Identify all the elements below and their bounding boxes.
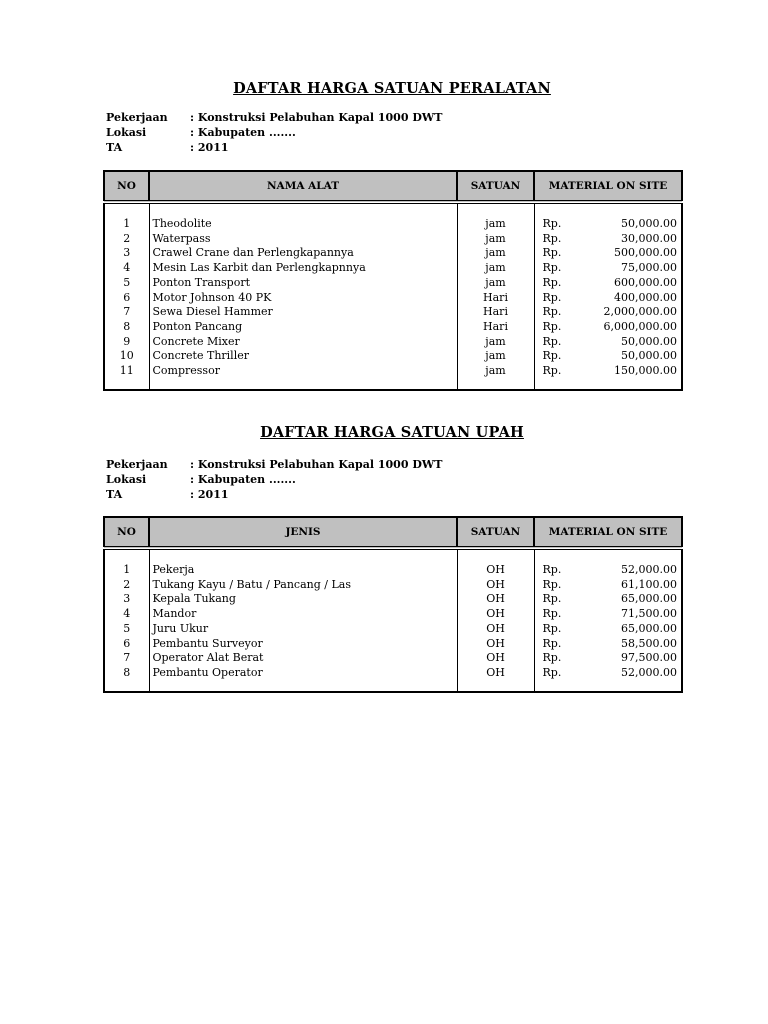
row-name: Pembantu Surveyor	[149, 637, 457, 652]
table-row	[104, 666, 682, 681]
table-spacer-row	[104, 202, 682, 217]
row-no: 8	[104, 320, 149, 335]
table-spacer-row	[104, 548, 682, 563]
row-satuan: OH	[457, 563, 534, 578]
row-satuan: jam	[457, 335, 534, 350]
row-satuan: jam	[457, 261, 534, 276]
row-material-on-site	[534, 217, 682, 232]
row-satuan: OH	[457, 578, 534, 593]
row-material-on-site	[534, 335, 682, 350]
upah-title: DAFTAR HARGA SATUAN UPAH	[260, 424, 524, 441]
row-name: Kepala Tukang	[149, 592, 457, 607]
spacer-cell	[534, 202, 682, 217]
row-name: Waterpass	[149, 232, 457, 247]
currency-label: Rp.	[542, 319, 562, 333]
row-material-on-site	[534, 320, 682, 335]
upah-table	[103, 516, 683, 693]
currency-label: Rp.	[542, 305, 562, 319]
amount-value: 2,000,000.00	[603, 305, 677, 319]
amount-value: 71,500.00	[621, 607, 677, 621]
meta-value: : Kabupaten .......	[190, 473, 296, 486]
row-name: Ponton Pancang	[149, 320, 457, 335]
row-material-on-site	[534, 276, 682, 291]
meta-label: Pekerjaan	[106, 458, 168, 471]
meta-row	[106, 125, 442, 140]
row-material-on-site	[534, 622, 682, 637]
header-no: NO	[104, 517, 149, 548]
row-name: Theodolite	[149, 217, 457, 232]
row-no: 7	[104, 305, 149, 320]
spacer-cell	[149, 202, 457, 217]
row-no: 4	[104, 261, 149, 276]
row-material-on-site	[534, 246, 682, 261]
row-satuan: OH	[457, 607, 534, 622]
amount-value: 97,500.00	[621, 651, 677, 665]
end-cell	[149, 379, 457, 390]
end-cell	[104, 681, 149, 692]
row-name: Pembantu Operator	[149, 666, 457, 681]
row-name: Ponton Transport	[149, 276, 457, 291]
currency-label: Rp.	[542, 621, 562, 635]
row-no: 1	[104, 217, 149, 232]
row-material-on-site	[534, 232, 682, 247]
table-end-row	[104, 681, 682, 692]
row-satuan: OH	[457, 592, 534, 607]
currency-label: Rp.	[542, 246, 562, 260]
row-material-on-site	[534, 666, 682, 681]
row-no: 8	[104, 666, 149, 681]
table-header-row	[104, 171, 682, 202]
meta-value: : 2011	[190, 141, 229, 154]
peralatan-meta	[106, 110, 442, 155]
table-row	[104, 305, 682, 320]
row-satuan: OH	[457, 637, 534, 652]
meta-value: : Konstruksi Pelabuhan Kapal 1000 DWT	[190, 458, 443, 471]
table-row	[104, 246, 682, 261]
amount-value: 6,000,000.00	[603, 319, 677, 333]
currency-label: Rp.	[542, 261, 562, 275]
row-material-on-site	[534, 291, 682, 306]
currency-label: Rp.	[542, 290, 562, 304]
amount-value: 600,000.00	[614, 275, 677, 289]
row-no: 2	[104, 232, 149, 247]
currency-label: Rp.	[542, 592, 562, 606]
row-material-on-site	[534, 261, 682, 276]
table-header-row	[104, 517, 682, 548]
table-row	[104, 622, 682, 637]
table-row	[104, 335, 682, 350]
row-no: 3	[104, 592, 149, 607]
meta-row	[106, 140, 442, 155]
meta-row	[106, 487, 442, 502]
spacer-cell	[457, 548, 534, 563]
row-material-on-site	[534, 349, 682, 364]
row-material-on-site	[534, 607, 682, 622]
currency-label: Rp.	[542, 275, 562, 289]
meta-row	[106, 457, 442, 472]
amount-value: 65,000.00	[621, 592, 677, 606]
peralatan-title: DAFTAR HARGA SATUAN PERALATAN	[233, 80, 551, 97]
row-material-on-site	[534, 305, 682, 320]
row-satuan: jam	[457, 232, 534, 247]
table-end-row	[104, 379, 682, 390]
row-name: Concrete Thriller	[149, 349, 457, 364]
amount-value: 52,000.00	[621, 563, 677, 576]
amount-value: 500,000.00	[614, 246, 677, 260]
header-material-on-site: MATERIAL ON SITE	[534, 171, 682, 202]
header-no: NO	[104, 171, 149, 202]
currency-label: Rp.	[542, 577, 562, 591]
spacer-cell	[149, 548, 457, 563]
row-name: Crawel Crane dan Perlengkapannya	[149, 246, 457, 261]
table-row	[104, 261, 682, 276]
row-material-on-site	[534, 637, 682, 652]
end-cell	[104, 379, 149, 390]
table-row	[104, 291, 682, 306]
amount-value: 150,000.00	[614, 364, 677, 378]
table-row	[104, 592, 682, 607]
amount-value: 58,500.00	[621, 636, 677, 650]
currency-label: Rp.	[542, 334, 562, 348]
amount-value: 30,000.00	[621, 231, 677, 245]
table-row	[104, 651, 682, 666]
row-material-on-site	[534, 592, 682, 607]
row-no: 11	[104, 364, 149, 379]
table-row	[104, 276, 682, 291]
row-satuan: Hari	[457, 320, 534, 335]
row-name: Sewa Diesel Hammer	[149, 305, 457, 320]
currency-label: Rp.	[542, 231, 562, 245]
peralatan-table	[103, 170, 683, 391]
row-name: Mesin Las Karbit dan Perlengkapnnya	[149, 261, 457, 276]
meta-label: TA	[106, 488, 123, 501]
currency-label: Rp.	[542, 651, 562, 665]
row-name: Motor Johnson 40 PK	[149, 291, 457, 306]
row-no: 5	[104, 622, 149, 637]
table-row	[104, 637, 682, 652]
spacer-cell	[534, 548, 682, 563]
meta-label: Lokasi	[106, 126, 147, 139]
header-material-on-site: MATERIAL ON SITE	[534, 517, 682, 548]
row-no: 6	[104, 291, 149, 306]
amount-value: 50,000.00	[621, 349, 677, 363]
row-no: 7	[104, 651, 149, 666]
amount-value: 75,000.00	[621, 261, 677, 275]
currency-label: Rp.	[542, 364, 562, 378]
row-satuan: jam	[457, 364, 534, 379]
currency-label: Rp.	[542, 665, 562, 679]
end-cell	[457, 379, 534, 390]
row-no: 9	[104, 335, 149, 350]
row-satuan: jam	[457, 349, 534, 364]
currency-label: Rp.	[542, 217, 562, 230]
row-satuan: Hari	[457, 291, 534, 306]
upah-meta	[106, 457, 442, 502]
table-row	[104, 232, 682, 247]
meta-value: : 2011	[190, 488, 229, 501]
meta-row	[106, 472, 442, 487]
header-nama-alat: NAMA ALAT	[149, 171, 457, 202]
row-name: Tukang Kayu / Batu / Pancang / Las	[149, 578, 457, 593]
row-no: 2	[104, 578, 149, 593]
row-no: 4	[104, 607, 149, 622]
end-cell	[149, 681, 457, 692]
amount-value: 52,000.00	[621, 665, 677, 679]
meta-label: TA	[106, 141, 123, 154]
amount-value: 61,100.00	[621, 577, 677, 591]
meta-label: Lokasi	[106, 473, 147, 486]
currency-label: Rp.	[542, 636, 562, 650]
row-name: Compressor	[149, 364, 457, 379]
header-satuan: SATUAN	[457, 171, 534, 202]
row-no: 10	[104, 349, 149, 364]
amount-value: 50,000.00	[621, 334, 677, 348]
row-material-on-site	[534, 651, 682, 666]
amount-value: 50,000.00	[621, 217, 677, 230]
table-row	[104, 563, 682, 578]
meta-value: : Konstruksi Pelabuhan Kapal 1000 DWT	[190, 111, 443, 124]
row-satuan: jam	[457, 276, 534, 291]
row-satuan: OH	[457, 622, 534, 637]
spacer-cell	[457, 202, 534, 217]
meta-label: Pekerjaan	[106, 111, 168, 124]
table-row	[104, 607, 682, 622]
row-name: Mandor	[149, 607, 457, 622]
table-row	[104, 364, 682, 379]
header-satuan: SATUAN	[457, 517, 534, 548]
meta-value: : Kabupaten .......	[190, 126, 296, 139]
end-cell	[534, 681, 682, 692]
row-no: 3	[104, 246, 149, 261]
table-row	[104, 578, 682, 593]
row-no: 5	[104, 276, 149, 291]
table-row	[104, 320, 682, 335]
row-name: Pekerja	[149, 563, 457, 578]
currency-label: Rp.	[542, 607, 562, 621]
spacer-cell	[104, 548, 149, 563]
row-satuan: OH	[457, 651, 534, 666]
row-material-on-site	[534, 563, 682, 578]
end-cell	[534, 379, 682, 390]
header-jenis: JENIS	[149, 517, 457, 548]
row-material-on-site	[534, 364, 682, 379]
amount-value: 400,000.00	[614, 290, 677, 304]
row-material-on-site	[534, 578, 682, 593]
spacer-cell	[104, 202, 149, 217]
currency-label: Rp.	[542, 349, 562, 363]
currency-label: Rp.	[542, 563, 562, 576]
row-satuan: jam	[457, 246, 534, 261]
row-no: 6	[104, 637, 149, 652]
meta-row	[106, 110, 442, 125]
row-satuan: OH	[457, 666, 534, 681]
row-name: Operator Alat Berat	[149, 651, 457, 666]
row-name: Concrete Mixer	[149, 335, 457, 350]
table-row	[104, 217, 682, 232]
amount-value: 65,000.00	[621, 621, 677, 635]
end-cell	[457, 681, 534, 692]
row-no: 1	[104, 563, 149, 578]
table-row	[104, 349, 682, 364]
row-satuan: jam	[457, 217, 534, 232]
row-satuan: Hari	[457, 305, 534, 320]
row-name: Juru Ukur	[149, 622, 457, 637]
